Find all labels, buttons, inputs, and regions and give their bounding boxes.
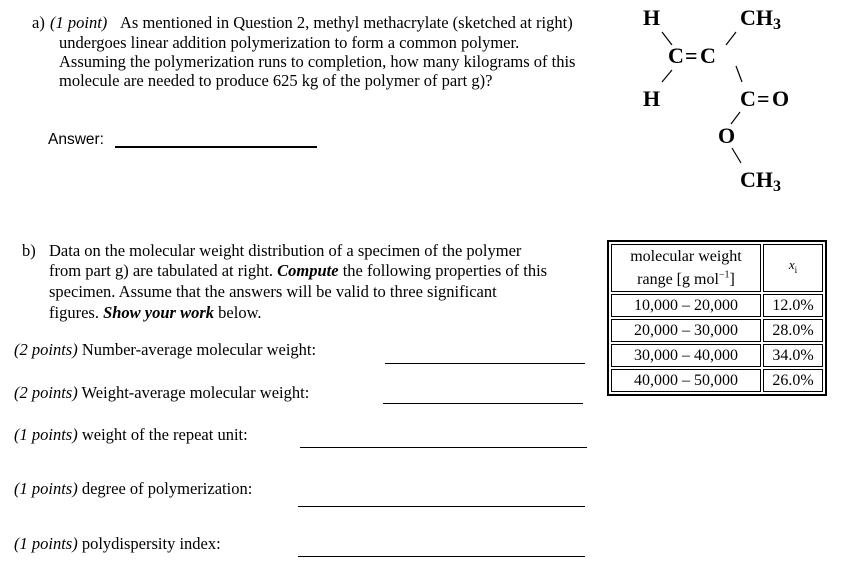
bond-o-ch3 — [732, 148, 741, 163]
range-cell: 20,000 – 30,000 — [611, 319, 761, 342]
part-a-line-2: undergoes linear addition polymerization to form a common polymer. — [59, 33, 520, 52]
part-a-line-1: As mentioned in Question 2, methyl methacrylate (sketched at right) — [120, 13, 573, 32]
carbonyl-bond: = — [757, 86, 770, 111]
bond-c-ch3 — [726, 32, 736, 45]
question-repeat-unit — [14, 425, 248, 445]
part-b-line-3: specimen. Assume that the answers will be valid to three significant — [49, 282, 497, 301]
table-row — [611, 344, 823, 367]
range-cell: 10,000 – 20,000 — [611, 294, 761, 317]
question-text: weight of the repeat unit: — [81, 425, 248, 444]
question-polydispersity — [14, 534, 221, 554]
question-points: (2 points) — [14, 383, 78, 402]
question-points: (1 points) — [14, 479, 78, 498]
answer-label: Answer: — [48, 131, 104, 148]
weight-average-answer-line[interactable] — [383, 403, 583, 404]
degree-of-polymerization-answer-line[interactable] — [298, 506, 585, 507]
h-top: H — [643, 5, 661, 30]
question-text: Weight-average molecular weight: — [81, 383, 310, 402]
double-bond: = — [685, 43, 698, 68]
part-b-line-4-pre: figures. — [49, 303, 99, 322]
table-row — [611, 369, 823, 392]
compute-emphasis: Compute — [277, 261, 339, 280]
question-points: (1 points) — [14, 534, 78, 553]
number-average-answer-line[interactable] — [385, 363, 585, 364]
question-degree-of-polymerization — [14, 479, 252, 499]
fraction-cell: 28.0% — [763, 319, 823, 342]
fraction-cell: 26.0% — [763, 369, 823, 392]
polydispersity-answer-line[interactable] — [298, 556, 585, 557]
fraction-cell: 34.0% — [763, 344, 823, 367]
table-row — [611, 319, 823, 342]
range-cell: 30,000 – 40,000 — [611, 344, 761, 367]
repeat-unit-answer-line[interactable] — [300, 447, 587, 448]
bond-h-bottom-c — [662, 70, 672, 82]
part-a-points: (1 point) — [50, 13, 108, 32]
bond-lines — [640, 0, 820, 200]
header-range — [611, 244, 761, 292]
table-header-row — [611, 244, 823, 292]
header-range-line-2: range [g mol$^{-1}$] — [637, 269, 735, 289]
ch3-bottom: $CH_3$ — [740, 167, 781, 195]
question-points: (2 points) — [14, 340, 78, 359]
part-a-line-3: Assuming the polymerization runs to completion, how many kilograms of this — [59, 52, 576, 71]
question-weight-average — [14, 383, 309, 403]
carbonyl-c: C — [740, 86, 756, 111]
c-left: C — [668, 43, 684, 68]
header-range-line-1: molecular weight — [630, 247, 742, 265]
header-fraction: $x_i$ — [763, 244, 823, 292]
carbonyl-o: O — [772, 86, 790, 111]
question-points: (1 points) — [14, 425, 78, 444]
h-bottom: H — [643, 86, 661, 111]
part-b-line-2-pre: from part g) are tabulated at right. — [49, 261, 274, 280]
question-number-average — [14, 340, 316, 360]
c-right: C — [700, 43, 716, 68]
part-b-label: b) — [22, 241, 36, 260]
part-a-label: a) — [32, 13, 45, 32]
part-b-line-2 — [49, 261, 547, 281]
part-b-line-4-post: below. — [218, 303, 262, 322]
ch3-top: $CH_3$ — [740, 5, 781, 33]
part-a-line-4: molecule are needed to produce 625 kg of the polymer of part g)? — [59, 71, 493, 90]
bond-c-carbonyl — [736, 66, 742, 82]
question-text: Number-average molecular weight: — [81, 340, 317, 359]
molecular-weight-table — [607, 240, 827, 396]
table-row — [611, 294, 823, 317]
question-text: polydispersity index: — [81, 534, 221, 553]
show-work-emphasis: Show your work — [103, 303, 215, 322]
part-b-line-1: Data on the molecular weight distribution of a specimen of the polymer — [49, 241, 522, 260]
range-cell: 40,000 – 50,000 — [611, 369, 761, 392]
question-text: degree of polymerization: — [81, 479, 253, 498]
answer-blank[interactable] — [115, 146, 317, 148]
ester-o: O — [718, 123, 736, 148]
fraction-cell: 12.0% — [763, 294, 823, 317]
part-b-line-2-post: the following properties of this — [342, 261, 548, 280]
part-b-line-4 — [49, 303, 262, 323]
